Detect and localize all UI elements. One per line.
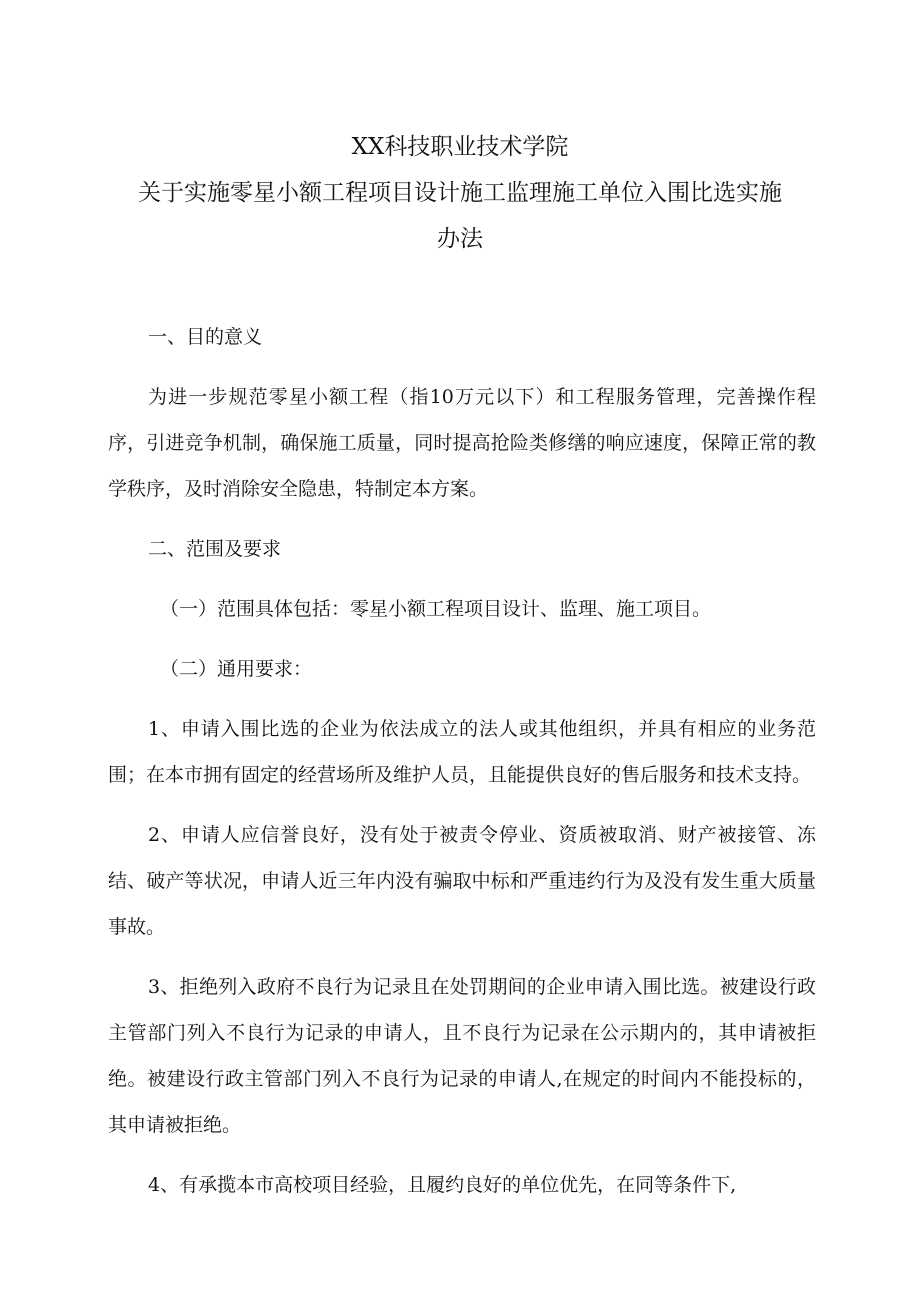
document-body bbox=[108, 314, 816, 1208]
subsection-scope: （一）范围具体包括：零星小额工程项目设计、监理、施工项目。 bbox=[160, 598, 712, 620]
document-title bbox=[100, 124, 820, 262]
title-main: 关于实施零星小额工程项目设计施工监理施工单位入围比选实施 bbox=[138, 180, 782, 206]
requirement-item-3: 3、拒绝列入政府不良行为记录且在处罚期间的企业申请入围比选。被建设行政主管部门列入不良行为记录的申请人，且不良行为记录在公示期内的，其申请被拒绝。被建设行政主管部门列入不良行为记录的申请人,在规定的时间内不能投标的，其申请被拒绝。 bbox=[108, 976, 816, 1136]
paragraph-purpose: 为进一步规范零星小额工程（指10万元以下）和工程服务管理，完善操作程序，引进竞争机制，确保施工质量，同时提高抢险类修缮的响应速度，保障正常的教学秩序，及时消除安全隐患，特制定本方案。 bbox=[108, 386, 816, 500]
requirement-item-2: 2、申请人应信誉良好，没有处于被责令停业、资质被取消、财产被接管、冻结、破产等状况，申请人近三年内没有骗取中标和严重违约行为及没有发生重大质量事故。 bbox=[108, 824, 816, 938]
title-school-name: XX科技职业技术学院 bbox=[351, 134, 569, 160]
subsection-requirements: （二）通用要求： bbox=[160, 658, 313, 680]
title-continuation: 办法 bbox=[437, 226, 483, 252]
section-heading-scope: 二、范围及要求 bbox=[148, 538, 282, 560]
requirement-item-1: 1、申请入围比选的企业为依法成立的法人或其他组织，并具有相应的业务范围；在本市拥有固定的经营场所及维护人员，且能提供良好的售后服务和技术支持。 bbox=[108, 718, 816, 786]
requirement-item-4: 4、有承揽本市高校项目经验，且履约良好的单位优先，在同等条件下, bbox=[148, 1174, 737, 1196]
section-heading-purpose: 一、目的意义 bbox=[148, 326, 263, 348]
